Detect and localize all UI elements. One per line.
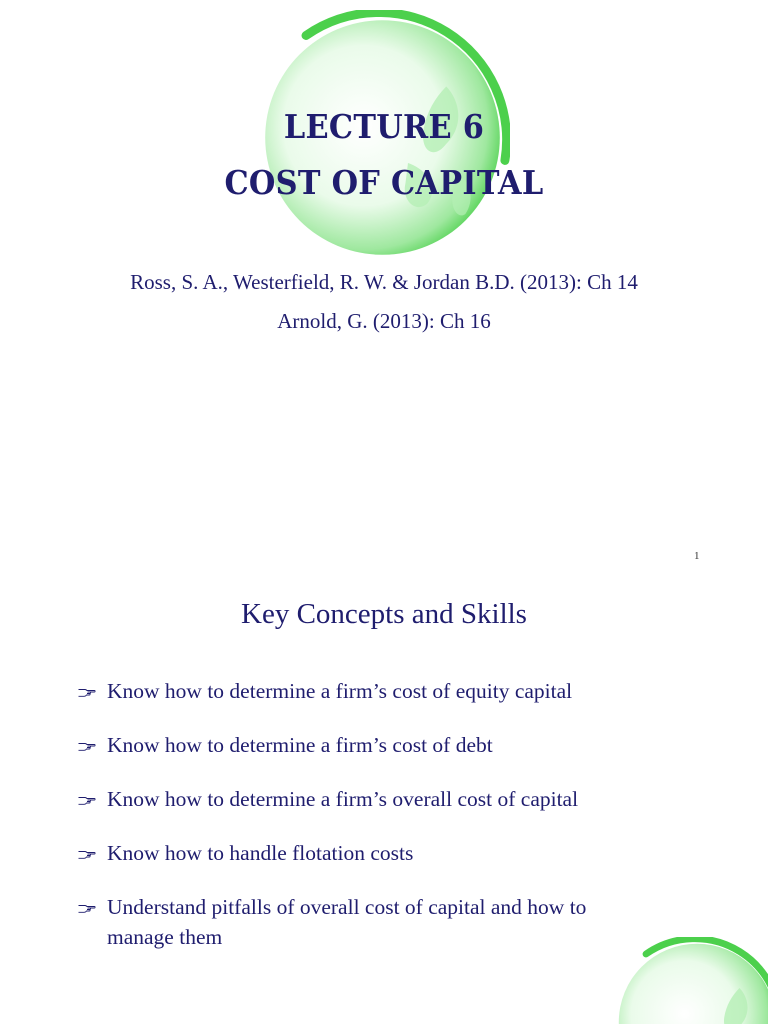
- bullet-text: Know how to determine a firm’s overall cost of capital: [107, 787, 579, 811]
- reference-line-1: Ross, S. A., Westerfield, R. W. & Jordan B.D. (2013): Ch 14: [130, 270, 638, 294]
- bullet-item: [78, 838, 658, 868]
- bullet-item: [78, 730, 658, 760]
- pointing-hand-icon: [78, 742, 96, 751]
- pointing-hand-icon: [78, 796, 96, 805]
- slide-1-title-line-1: LECTURE 6: [283, 107, 485, 146]
- bullet-item: [78, 892, 658, 952]
- pointing-hand-icon: [78, 904, 96, 913]
- slide-1-title-line-2: COST OF CAPITAL: [224, 163, 544, 202]
- bullet-item: [78, 676, 658, 706]
- bullet-text: Know how to determine a firm’s cost of debt: [107, 733, 493, 757]
- bullet-text: Understand pitfalls of overall cost of capital and how to manage them: [107, 895, 587, 949]
- pointing-hand-icon: [78, 850, 96, 859]
- reference-line-2: Arnold, G. (2013): Ch 16: [277, 309, 491, 333]
- slide-2-title: Key Concepts and Skills: [241, 598, 527, 630]
- bullet-list: [78, 676, 658, 976]
- bullet-text: Know how to determine a firm’s cost of equity capital: [107, 679, 573, 703]
- bullet-text: Know how to handle flotation costs: [107, 841, 414, 865]
- page-number: 1: [694, 550, 700, 562]
- pointing-hand-icon: [78, 688, 96, 697]
- bullet-item: [78, 784, 658, 814]
- slide-2: [0, 580, 768, 1024]
